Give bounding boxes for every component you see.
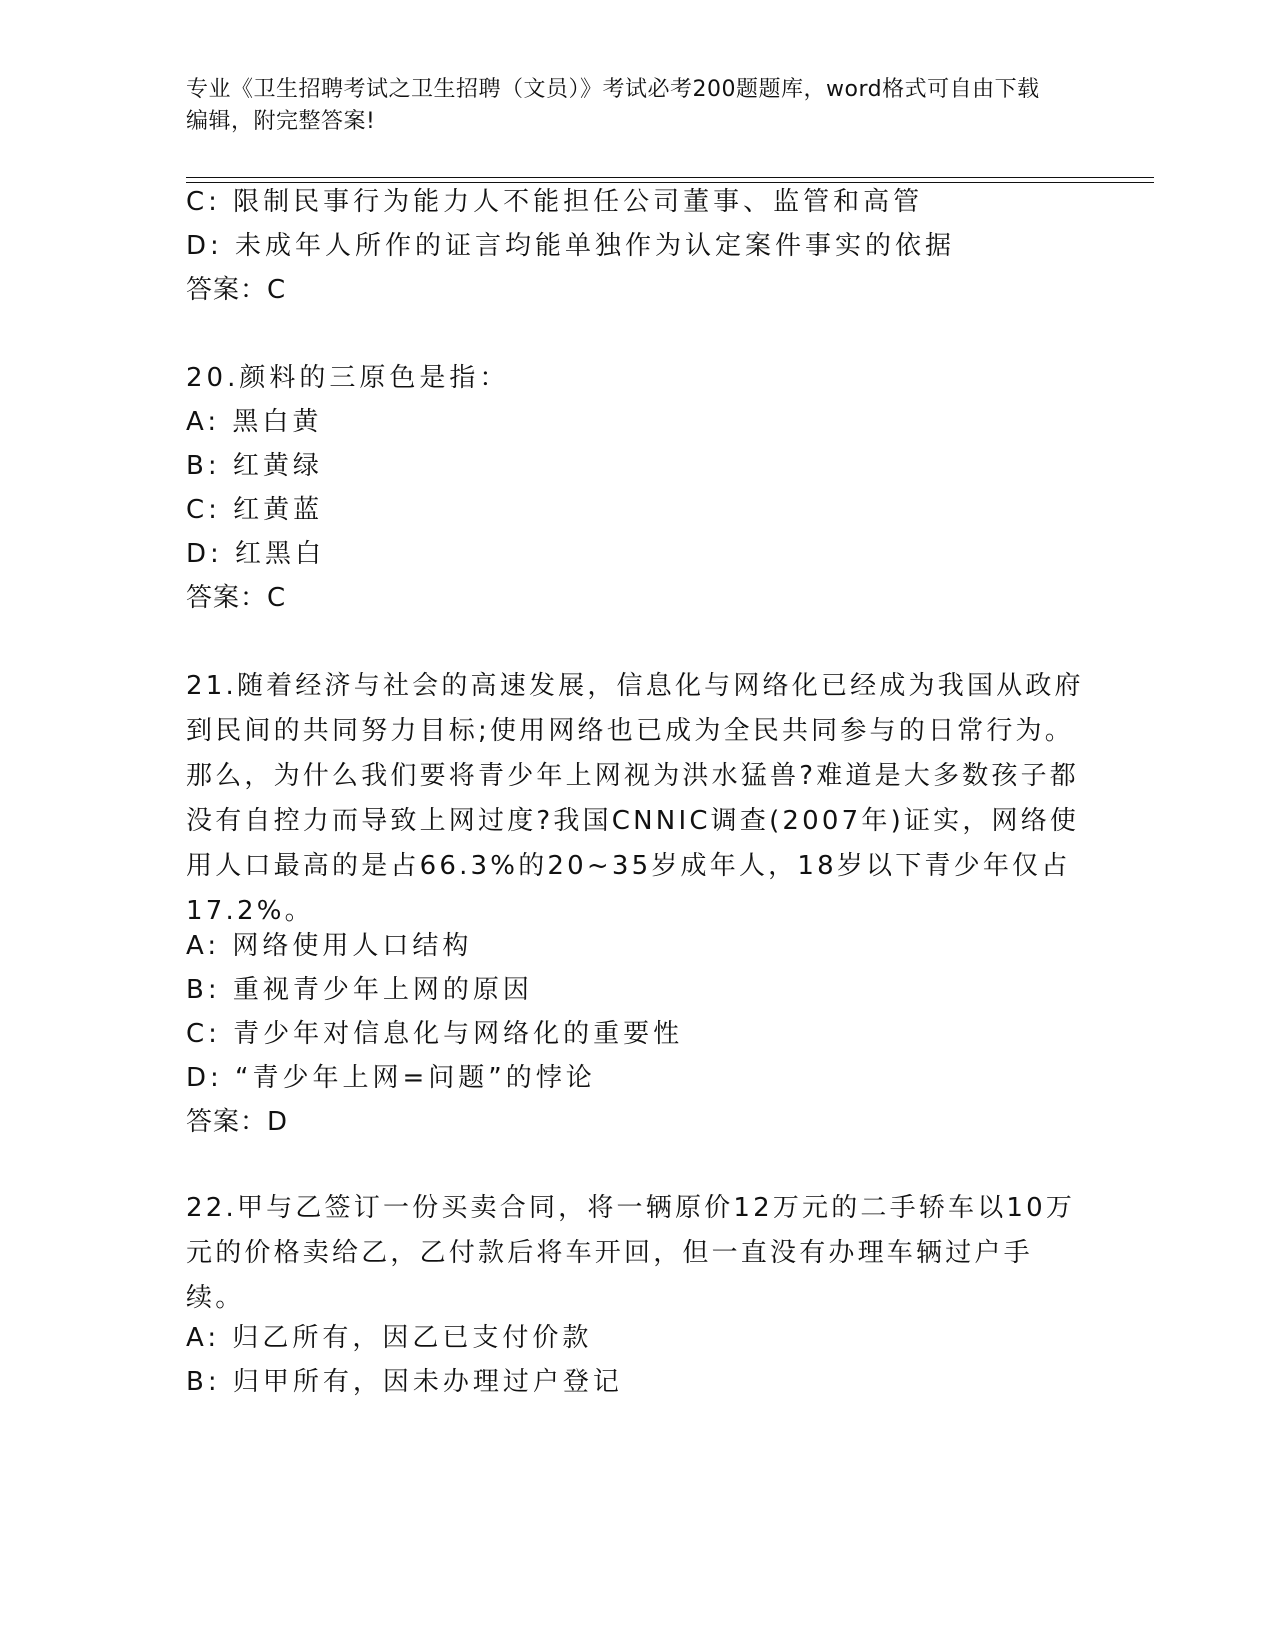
q22-stem: 22.甲与乙签订一份买卖合同，将一辆原价12万元的二手轿车以10万元的价格卖给乙，乙付款后将车开回，但一直没有办理车辆过户手续。 xyxy=(186,1193,1076,1313)
q20-stem: 20.颜料的三原色是指： xyxy=(186,363,510,393)
q22-option-b: B: 归甲所有，因未办理过户登记 xyxy=(186,1367,623,1397)
document-header: 专业《卫生招聘考试之卫生招聘（文员）》考试必考200题题库，word格式可自由下载编辑，附完整答案! xyxy=(186,77,1040,134)
q19-answer: 答案：C xyxy=(186,275,287,305)
q21-option-c: C: 青少年对信息化与网络化的重要性 xyxy=(186,1019,684,1049)
q22-option-a: A: 归乙所有，因乙已支付价款 xyxy=(186,1323,593,1353)
q20-answer: 答案：C xyxy=(186,583,287,613)
header-divider xyxy=(186,177,1154,178)
header-divider-double xyxy=(186,182,1154,183)
q20-option-c: C: 红黄蓝 xyxy=(186,495,324,525)
q20-option-b: B: 红黄绿 xyxy=(186,451,323,481)
q21-answer: 答案：D xyxy=(186,1107,289,1137)
q21-option-a: A: 网络使用人口结构 xyxy=(186,931,473,961)
q21-option-d: D: “青少年上网=问题”的悖论 xyxy=(186,1063,596,1093)
q21-stem: 21.随着经济与社会的高速发展，信息化与网络化已经成为我国从政府到民间的共同努力目标;使用网络也已成为全民共同参与的日常行为。那么，为什么我们要将青少年上网视为洪水猛兽?难道是大多数孩子都没有自控力而导致上网过度?我国CNNIC调查(2007年)证实，网络使用人口最高的是占66.3%的20~35岁成年人，18岁以下青少年仅占17.2%。 xyxy=(186,671,1084,926)
q21-option-b: B: 重视青少年上网的原因 xyxy=(186,975,533,1005)
q19-option-d: D: 未成年人所作的证言均能单独作为认定案件事实的依据 xyxy=(186,231,956,261)
q20-option-d: D: 红黑白 xyxy=(186,539,326,569)
q19-option-c: C: 限制民事行为能力人不能担任公司董事、监管和高管 xyxy=(186,187,924,217)
q20-option-a: A: 黑白黄 xyxy=(186,407,323,437)
